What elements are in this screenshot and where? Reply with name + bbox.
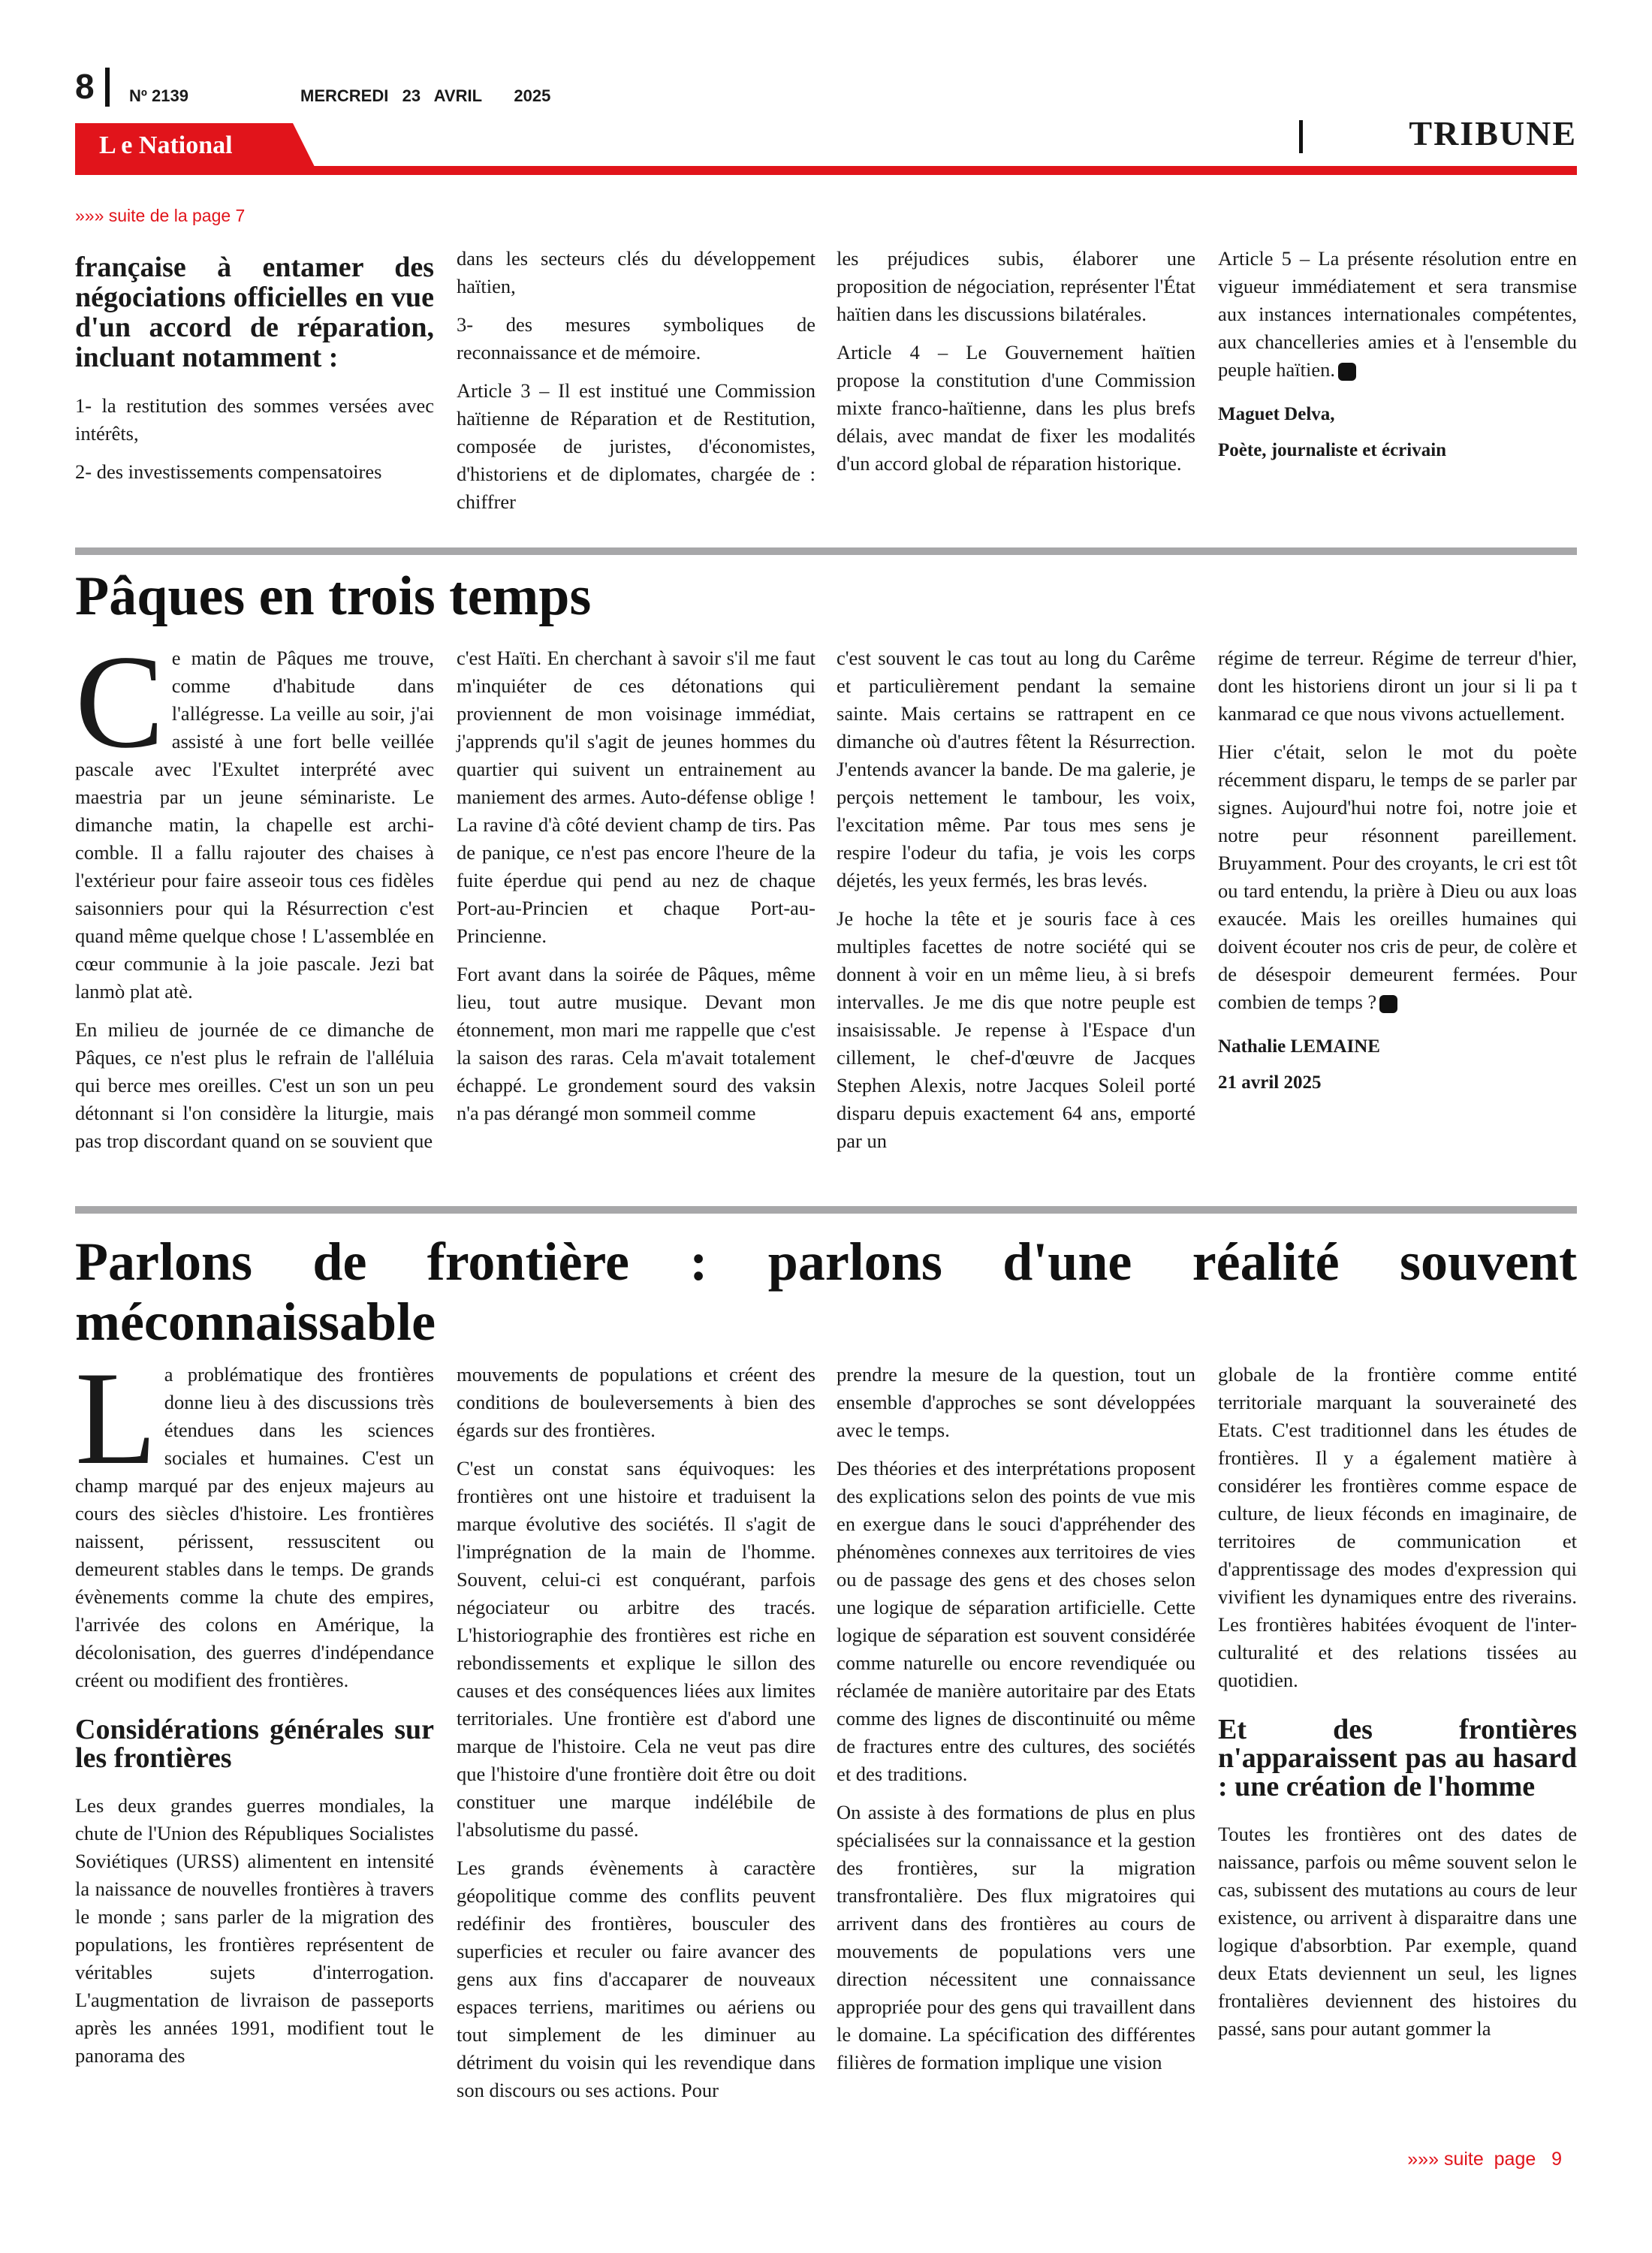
article1-paragraph: dans les secteurs clés du développement haïtien, (457, 247, 815, 297)
article3-column-1 (75, 1344, 434, 2080)
article1-paragraph: 3- des mesures symboliques de reconnaissance et de mémoire. (457, 313, 815, 363)
issue-number: Nº 2139 (129, 86, 188, 105)
article3-column-2 (457, 1361, 815, 2115)
article1-paragraph: Article 5 – La présente résolution entre en vigueur immédiatement et sera transmise aux instances internationales compétentes, aux chancelleries amies et à l'ensemble du peuple haïtien. (1218, 247, 1577, 381)
article3-paragraph: prendre la mesure de la question, tout un ensemble d'approches se sont développées avec le temps. (837, 1363, 1195, 1441)
article3-subheading-2: Et des frontières n'apparaissent pas au hasard : une création de l'homme (1218, 1714, 1577, 1802)
article2-paragraph: régime de terreur. Régime de terreur d'hier, dont les historiens diront un jour si li pa t kanmarad ce que nous vivons actuellement. (1218, 647, 1577, 725)
article2-column-4 (1218, 644, 1577, 1096)
article2-column-2 (457, 644, 815, 1138)
article2-column-3 (837, 644, 1195, 1166)
article2-paragraph: c'est Haïti. En cherchant à savoir s'il me faut m'inquiéter de ces détonations qui proviennent de mon voisinage immédiat, j'apprends qu'il s'agit de jeunes hommes du quartier qui suivent un entrainement au maniement des armes. Auto-défense oblige ! La ravine d'à côté devient champ de tirs. Pas de panique, ce n'est pas encore l'heure de la fuite éperdue qui pend au nez de chaque Port-au-Princien et chaque Port-au-Princienne. (457, 647, 815, 947)
article2-column-1 (75, 627, 434, 1166)
article-divider (75, 547, 1577, 555)
article2-paragraph: En milieu de journée de ce dimanche de Pâques, ce n'est plus le refrain de l'alléluia qui berce mes oreilles. C'est un son un peu détonnant si l'on considère la liturgie, mais pas trop discordant quand on se souvient que (75, 1018, 434, 1152)
header-red-rule (75, 166, 1577, 175)
article3-paragraph: mouvements de populations et créent des conditions de bouleversements à bien des égards sur des frontières. (457, 1363, 815, 1441)
article2-date: 21 avril 2025 (1218, 1072, 1322, 1093)
article3-paragraph: Des théories et des interprétations proposent des explications selon des points de vue mis en exergue dans le souci d'appréhender des phénomènes connexes aux territoires de vies ou de passage des gens et des choses selon une logique de séparation artificielle. Cette logique de séparation est souvent considérée comme naturelle ou encore revendiquée ou réclamée de manière autoritaire par des Etats comme des lignes de discontinuité ou même de fractures entre des cultures, des sociétés et des traditions. (837, 1457, 1195, 1785)
article3-paragraph: Les grands évènements à caractère géopolitique comme des conflits peuvent redéfinir des frontières, bousculer des superficies et reculer ou faire avancer des gens aux fins d'accaparer de nouveaux espaces terriens, maritimes ou aériens ou tout simplement de les diminuer au détriment du voisin qui les revendique dans son discours ou ses actions. Pour (457, 1856, 815, 2101)
article1-paragraph: 1- la restitution des sommes versées avec intérêts, (75, 394, 434, 445)
article2-paragraph: Hier c'était, selon le mot du poète récemment disparu, le temps de se parler par signes. Aujourd'hui notre foi, notre joie et notre peur résonnent pareillement. Bruyamment. Pour des croyants, le cri est tôt ou tard entendu, la prière à Dieu ou aux loas exaucée. Mais les oreilles humaines qui doivent écouter nos cris de peur, de colère et de désespoir demeurent fermées. Pour combien de temps ? (1218, 740, 1577, 1013)
article2-author: Nathalie LEMAINE (1218, 1036, 1380, 1057)
article2-paragraph: Je hoche la tête et je souris face à ces multiples facettes de notre société qui se donnent à voir en un même lieu, à si brefs intervalles. Je me dis que notre peuple est insaisissable. Je repense à l'Espace d'un cillement, le chef-d'œuvre de Jacques Stephen Alexis, notre Jacques Soleil porté disparu depuis exactement 64 ans, emporté par un (837, 907, 1195, 1152)
article3-headline: Parlons de frontière : parlons d'une réalité souvent méconnaissable (75, 1232, 1577, 1352)
article2-paragraph: e matin de Pâques me trouve, comme d'habitude dans l'allégresse. La veille au soir, j'ai assisté à une fort belle veillée pascale avec l'Exultet interprété avec maestria par un jeune séminariste. Le dimanche matin, la chapelle est archi-comble. Il a fallu rajouter des chaises à l'extérieur pour faire asseoir tous ces fidèles saisonniers pour qui la Résurrection c'est quand même quelque chose ! L'assemblée en cœur communie à la joie pascale. Jezi bat lanmò plat atè. (75, 647, 434, 1003)
page-number-divider (105, 68, 110, 107)
article3-subheading-1: Considérations générales sur les frontières (75, 1714, 434, 1774)
end-mark-icon (1338, 363, 1356, 381)
issue-date: MERCREDI 23 AVRIL 2025 (300, 86, 551, 105)
article3-paragraph: C'est un constat sans équivoques: les frontières ont une histoire et traduisent la marque évolutive des sociétés. Il s'agit de l'imprégnation de la main de l'homme. Souvent, celui-ci est conquérant, parfois négociateur ou arbitre des tracés. L'historiographie des frontières est riche en rebondissements et explique le sillon des causes et des conséquences liées aux limites territoriales. Une frontière est d'abord une marque de l'histoire. Cela ne veut pas dire que l'histoire d'une frontière doit être ou doit constituer une marque indélébile de l'absolutisme du passé. (457, 1457, 815, 1841)
article3-paragraph: Les deux grandes guerres mondiales, la chute de l'Union des Républiques Socialistes Soviétiques (URSS) alimentent en intensité la naissance de nouvelles frontières à travers le monde ; sans parler de la migration des populations, les frontières représentent de véritables sujets d'interrogation. L'augmentation de livraison de passeports après les années 1991, modifient tout le panorama des (75, 1794, 434, 2067)
end-mark-icon (1379, 995, 1397, 1013)
article1-author: Maguet Delva, (1218, 404, 1335, 424)
article1-paragraph: Article 3 – Il est institué une Commission haïtienne de Réparation et de Restitution, composée de juristes, d'économistes, d'historiens et de diplomates, chargée de : chiffrer (457, 379, 815, 513)
article3-paragraph: Toutes les frontières ont des dates de naissance, parfois ou même souvent selon le cas, subissent des mutations au cours de leur existence, ou arrivent à disparaitre dans une logique d'absorbtion. Par exemple, quand deux Etats deviennent un seul, les lignes frontalières deviennent des histoires du passé, sans pour autant gommer la (1218, 1823, 1577, 2040)
section-divider (1299, 120, 1303, 153)
article2-paragraph: Fort avant dans la soirée de Pâques, même lieu, tout autre musique. Devant mon étonnement, mon mari me rappelle que c'est la saison des raras. Cela m'avait totalement échappé. Le grondement sourd des vaksin n'a pas dérangé mon sommeil comme (457, 963, 815, 1124)
article1-column-4 (1218, 245, 1577, 463)
article1-lead: française à entamer des négociations officielles en vue d'un accord de réparation, incluant notamment : (75, 252, 434, 373)
continued-to-link[interactable]: »»» suite page 9 (1407, 2149, 1562, 2170)
article3-paragraph: On assiste à des formations de plus en plus spécialisées sur la connaissance et la gestion des frontières, sur la migration transfrontalière. Des flux migratoires qui arrivent dans des frontières au cours de mouvements de populations vers une direction nécessitent une connaissance appropriée pour des gens qui travaillent dans le domaine. La spécification des différentes filières de formation implique une vision (837, 1801, 1195, 2074)
section-title: TRIBUNE (1409, 114, 1577, 152)
article1-column-2 (457, 245, 815, 526)
article1-paragraph: Article 4 – Le Gouvernement haïtien propose la constitution d'une Commission mixte franco-haïtienne, dans les plus brefs délais, avec mandat de fixer les modalités d'un accord global de réparation historique. (837, 341, 1195, 475)
article2-paragraph: c'est souvent le cas tout au long du Carême et particulièrement pendant la semaine sainte. Mais certains se rattrapent en ce dimanche où d'autres fêtent la Résurrection. J'entends avancer la bande. De ma galerie, je perçois nettement le tambour, les voix, l'excitation même. Par tous mes sens je respire l'odeur du tafia, je vois les corps déjetés, les yeux fermés, les bras levés. (837, 647, 1195, 891)
article1-column-3 (837, 245, 1195, 488)
article3-column-3 (837, 1361, 1195, 2087)
article3-paragraph: globale de la frontière comme entité territoriale marquant la souveraineté des Etats. C'est traditionnel dans les études de frontières. Il y a également matière à considérer les frontières comme espace de culture, de lieux féconds en imaginaire, de territoires de communication et d'apprentissage des modes d'expression qui vivifient les dynamiques entre des riverains. Les frontières habitées évoquent de l'inter-culturalité et des relations tissées au quotidien. (1218, 1363, 1577, 1691)
article-divider (75, 1206, 1577, 1214)
article3-drop-cap: L (75, 1344, 157, 1492)
newspaper-name: L e National (99, 131, 233, 159)
article1-author-title: Poète, journaliste et écrivain (1218, 440, 1447, 460)
article1-column-1 (75, 252, 434, 496)
article3-column-4 (1218, 1361, 1577, 2053)
article1-paragraph: 2- des investissements compensatoires (75, 460, 382, 483)
article2-drop-cap: C (75, 627, 164, 776)
article2-headline: Pâques en trois temps (75, 566, 592, 627)
article3-paragraph: a problématique des frontières donne lieu à des discussions très étendues dans les sciences sociales et humaines. C'est un champ marqué par des enjeux majeurs au cours des siècles d'histoire. Les frontières naissent, périssent, ressuscitent ou demeurent stables dans le temps. De grands évènements comme la chute des empires, l'arrivée des colons en Amérique, la décolonisation, des guerres d'indépendance créent ou modifient des frontières. (75, 1363, 434, 1691)
continued-from-link[interactable]: »»» suite de la page 7 (75, 206, 246, 225)
article1-paragraph: les préjudices subis, élaborer une proposition de négociation, représenter l'État haïtien dans les discussions bilatérales. (837, 247, 1195, 325)
page-number: 8 (75, 67, 95, 106)
